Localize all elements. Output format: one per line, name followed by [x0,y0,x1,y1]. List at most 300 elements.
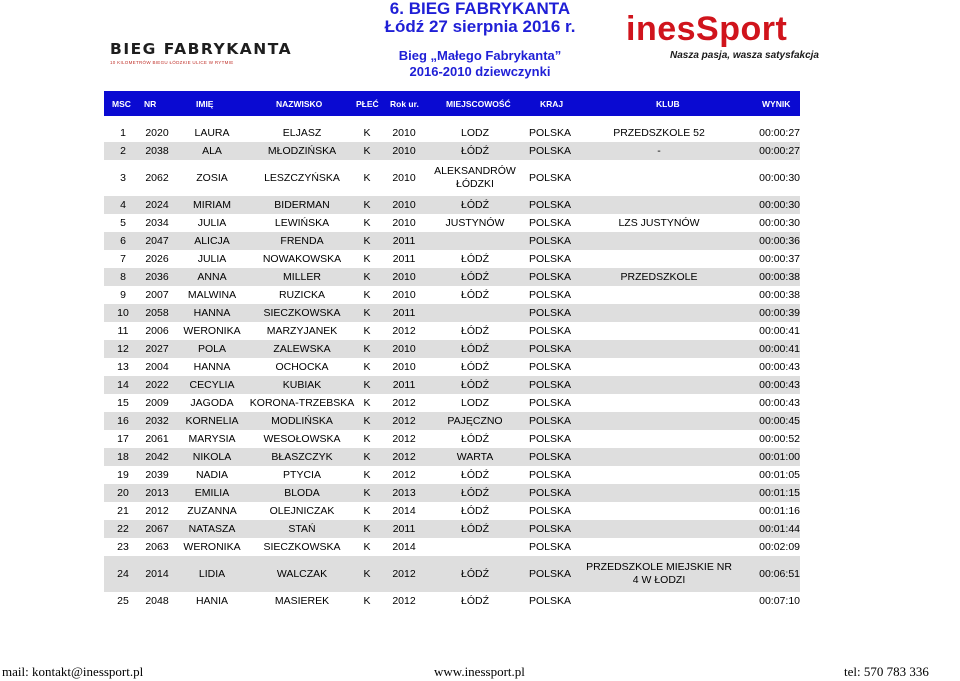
cell-nr: 2020 [145,127,169,139]
cell-nr: 2048 [145,595,169,607]
cell-rok: 2014 [392,541,416,553]
cell-klub [584,340,734,358]
cell-msc: 9 [120,289,126,301]
cell-rok: 2010 [392,343,416,355]
cell-plec: K [363,172,371,184]
table-row [104,214,800,232]
cell-plec: K [363,397,371,409]
cell-miejscowosc: JUSTYNÓW [445,217,505,229]
cell-nr: 2024 [145,199,169,211]
cell-nazwisko: STAŃ [288,523,316,535]
cell-nazwisko: NOWAKOWSKA [262,253,342,265]
cell-msc: 13 [117,361,129,373]
cell-msc: 16 [117,415,129,427]
cell-wynik: 00:02:09 [759,541,800,553]
cell-imie: NADIA [195,469,229,481]
logo-subtext: 10 KILOMETRÓW BIEGU ŁÓDZKIE ULICE W RYTMIE [110,60,234,65]
cell-miejscowosc: PAJĘCZNO [447,415,503,427]
cell-msc: 11 [117,325,129,337]
col-kraj: KRAJ [540,99,564,109]
cell-plec: K [363,325,371,337]
cell-msc: 7 [120,253,126,265]
cell-klub [584,376,734,394]
cell-wynik: 00:01:15 [759,487,800,499]
cell-msc: 19 [117,469,129,481]
cell-nazwisko: WALCZAK [276,568,328,580]
cell-rok: 2012 [392,568,416,580]
table-row [104,394,800,412]
cell-plec: K [363,361,371,373]
col-wynik: WYNIK [762,99,791,109]
cell-klub [584,538,734,556]
cell-nazwisko: MILLER [283,271,321,283]
table-row [104,286,800,304]
cell-nr: 2036 [145,271,169,283]
cell-klub: PRZEDSZKOLE MIEJSKIE NR 4 W ŁODZI [586,561,732,586]
col-msc: MSC [112,99,131,109]
cell-nazwisko: WESOŁOWSKA [263,433,341,445]
table-row [104,340,800,358]
cell-msc: 15 [117,397,129,409]
cell-plec: K [363,568,371,580]
cell-miejscowosc: ŁÓDŹ [460,271,489,283]
cell-wynik: 00:00:43 [759,361,800,373]
cell-msc: 22 [117,523,129,535]
cell-rok: 2010 [392,361,416,373]
cell-klub [584,358,734,376]
cell-klub [584,484,734,502]
cell-msc: 17 [117,433,129,445]
cell-nazwisko: OCHOCKA [275,361,329,373]
cell-imie: ALICJA [194,235,230,247]
cell-klub: PRZEDSZKOLE [620,271,698,283]
cell-miejscowosc [432,538,518,556]
cell-nr: 2007 [145,289,169,301]
cell-wynik: 00:00:38 [759,289,800,301]
cell-msc: 18 [117,451,129,463]
cell-wynik: 00:00:41 [759,343,800,355]
cell-kraj: POLSKA [528,541,572,553]
cell-miejscowosc: ŁÓDŹ [460,523,489,535]
cell-wynik: 00:00:27 [759,127,800,139]
cell-rok: 2012 [392,325,416,337]
event-date: Łódź 27 sierpnia 2016 r. [384,17,576,36]
cell-msc: 23 [117,541,129,553]
cell-imie: ANNA [197,271,227,283]
cell-klub [584,196,734,214]
cell-plec: K [363,217,371,229]
cell-wynik: 00:01:44 [759,523,800,535]
cell-wynik: 00:01:00 [759,451,800,463]
cell-kraj: POLSKA [528,271,572,283]
cell-plec: K [363,379,371,391]
cell-nazwisko: ZALEWSKA [273,343,331,355]
cell-imie: HANNA [193,361,231,373]
cell-klub: LZS JUSTYNÓW [618,217,700,229]
footer-mail[interactable]: mail: kontakt@inessport.pl [2,664,144,679]
cell-nr: 2022 [145,379,169,391]
table-row [104,160,800,196]
cell-imie: LAURA [194,127,230,139]
cell-kraj: POLSKA [528,451,572,463]
cell-wynik: 00:00:39 [759,307,800,319]
table-row [104,466,800,484]
footer-website[interactable]: www.inessport.pl [434,664,525,679]
cell-miejscowosc: ŁÓDŹ [460,379,489,391]
cell-miejscowosc: ŁÓDŹ [460,145,489,157]
cell-klub [584,304,734,322]
cell-miejscowosc: ŁÓDŹ [460,595,489,607]
table-row [104,484,800,502]
cell-plec: K [363,289,371,301]
cell-plec: K [363,415,371,427]
cell-wynik: 00:00:38 [759,271,800,283]
table-row [104,250,800,268]
cell-miejscowosc: ŁÓDŹ [460,325,489,337]
cell-imie: MIRIAM [193,199,231,211]
cell-nazwisko: OLEJNICZAK [269,505,335,517]
cell-kraj: POLSKA [528,253,572,265]
cell-klub: - [657,145,661,157]
footer-phone: tel: 570 783 336 [844,664,929,679]
cell-kraj: POLSKA [528,127,572,139]
cell-kraj: POLSKA [528,595,572,607]
cell-msc: 8 [120,271,126,283]
cell-miejscowosc: LODZ [460,397,489,409]
cell-nr: 2034 [145,217,169,229]
bieg-fabrykanta-logo [104,36,293,96]
cell-klub [584,394,734,412]
cell-rok: 2011 [392,523,416,535]
cell-kraj: POLSKA [528,172,572,184]
cell-nazwisko: BLODA [284,487,320,499]
cell-plec: K [363,451,371,463]
cell-klub [584,160,734,196]
col-klub: KLUB [656,99,680,109]
table-row [104,322,800,340]
cell-rok: 2011 [392,253,416,265]
cell-rok: 2012 [392,415,416,427]
race-name: Bieg „Małego Fabrykanta” [398,48,562,63]
cell-plec: K [363,127,371,139]
cell-imie: NATASZA [188,523,236,535]
page-footer [0,660,960,681]
cell-rok: 2010 [392,289,416,301]
cell-nr: 2062 [145,172,169,184]
cell-wynik: 00:00:30 [759,172,800,184]
cell-rok: 2012 [392,451,416,463]
cell-plec: K [363,487,371,499]
cell-nazwisko: KUBIAK [282,379,322,391]
cell-nr: 2009 [145,397,169,409]
brand-name: inesSport [626,10,788,48]
cell-nazwisko: LESZCZYŃSKA [264,172,340,184]
cell-nr: 2032 [145,415,169,427]
cell-msc: 14 [117,379,129,391]
cell-miejscowosc: ŁÓDŹ [460,469,489,481]
results-table [104,124,800,610]
cell-rok: 2010 [392,145,416,157]
cell-plec: K [363,199,371,211]
cell-nr: 2038 [145,145,169,157]
cell-msc: 6 [120,235,126,247]
cell-wynik: 00:00:30 [759,217,800,229]
cell-nazwisko: SIECZKOWSKA [263,307,341,319]
cell-wynik: 00:06:51 [759,568,800,580]
cell-msc: 20 [117,487,129,499]
cell-plec: K [363,343,371,355]
col-plec: PŁEĆ [356,99,379,109]
cell-rok: 2012 [392,433,416,445]
table-row [104,376,800,394]
cell-plec: K [363,469,371,481]
cell-klub [584,466,734,484]
cell-msc: 4 [120,199,126,211]
cell-rok: 2013 [392,487,416,499]
cell-plec: K [363,541,371,553]
cell-plec: K [363,235,371,247]
table-row [104,412,800,430]
table-row [104,304,800,322]
cell-kraj: POLSKA [528,307,572,319]
cell-miejscowosc: LODZ [460,127,489,139]
table-row [104,142,800,160]
cell-imie: JULIA [197,217,227,229]
cell-wynik: 00:00:36 [759,235,800,247]
cell-rok: 2012 [392,469,416,481]
table-row [104,268,800,286]
cell-imie: HANNA [193,307,231,319]
cell-wynik: 00:00:43 [759,397,800,409]
cell-msc: 21 [117,505,129,517]
inessport-logo [620,10,820,66]
table-row [104,448,800,466]
cell-wynik: 00:00:41 [759,325,800,337]
cell-klub [584,448,734,466]
cell-klub [584,286,734,304]
cell-rok: 2010 [392,127,416,139]
cell-miejscowosc: ŁÓDŹ [460,343,489,355]
cell-klub [584,502,734,520]
cell-nr: 2067 [145,523,169,535]
cell-nr: 2058 [145,307,169,319]
cell-kraj: POLSKA [528,469,572,481]
logo-text: BIEG FABRYKANTA [110,40,293,58]
cell-wynik: 00:00:52 [759,433,800,445]
cell-nazwisko: MARZYJANEK [266,325,338,337]
cell-plec: K [363,145,371,157]
cell-klub [584,430,734,448]
cell-kraj: POLSKA [528,487,572,499]
col-imie: IMIĘ [196,99,214,109]
cell-miejscowosc: ŁÓDŹ [460,505,489,517]
cell-klub [584,232,734,250]
cell-wynik: 00:00:27 [759,145,800,157]
cell-rok: 2010 [392,172,416,184]
cell-rok: 2012 [392,397,416,409]
cell-nr: 2012 [145,505,169,517]
cell-wynik: 00:01:05 [759,469,800,481]
cell-msc: 12 [117,343,129,355]
cell-nr: 2014 [145,568,169,580]
cell-klub: PRZEDSZKOLE 52 [613,127,705,139]
cell-kraj: POLSKA [528,235,572,247]
cell-wynik: 00:07:10 [759,595,800,607]
cell-rok: 2012 [392,595,416,607]
cell-nr: 2042 [145,451,169,463]
col-nr: NR [144,99,157,109]
cell-kraj: POLSKA [528,523,572,535]
event-title: 6. BIEG FABRYKANTA [389,0,571,18]
cell-nazwisko: SIECZKOWSKA [263,541,341,553]
cell-miejscowosc: WARTA [456,451,494,463]
cell-nazwisko: PTYCIA [283,469,321,481]
cell-kraj: POLSKA [528,379,572,391]
brand-slogan: Nasza pasja, wasza satysfakcja [670,50,819,61]
col-miejscowosc: MIEJSCOWOŚĆ [446,99,511,109]
cell-klub [584,412,734,430]
cell-kraj: POLSKA [528,505,572,517]
cell-wynik: 00:00:45 [759,415,800,427]
cell-plec: K [363,253,371,265]
table-row [104,232,800,250]
cell-plec: K [363,433,371,445]
cell-imie: LIDIA [198,568,226,580]
cell-imie: JULIA [197,253,227,265]
cell-kraj: POLSKA [528,433,572,445]
cell-plec: K [363,271,371,283]
cell-nazwisko: ELJASZ [282,127,322,139]
cell-nazwisko: KORONA-TRZEBSKA [249,397,355,409]
cell-miejscowosc: ŁÓDŹ [460,568,489,580]
cell-imie: JAGODA [190,397,234,409]
cell-rok: 2014 [392,505,416,517]
cell-nr: 2063 [145,541,169,553]
table-header [104,91,800,116]
cell-nr: 2047 [145,235,169,247]
cell-nr: 2006 [145,325,169,337]
cell-rok: 2010 [392,271,416,283]
cell-nazwisko: FRENDA [280,235,324,247]
cell-wynik: 00:00:37 [759,253,800,265]
cell-msc: 10 [117,307,129,319]
cell-plec: K [363,505,371,517]
cell-nazwisko: MASIEREK [274,595,330,607]
cell-miejscowosc: ŁÓDŹ [460,199,489,211]
cell-nazwisko: MŁODZIŃSKA [267,145,337,157]
cell-nr: 2027 [145,343,169,355]
table-row [104,358,800,376]
cell-kraj: POLSKA [528,568,572,580]
cell-plec: K [363,307,371,319]
cell-rok: 2010 [392,217,416,229]
cell-nazwisko: BIDERMAN [274,199,330,211]
cell-imie: ALA [202,145,222,157]
cell-imie: WERONIKA [183,325,241,337]
table-row [104,538,800,556]
col-rok: Rok ur. [390,99,419,109]
cell-miejscowosc [432,304,518,322]
cell-miejscowosc: ŁÓDŹ [460,289,489,301]
cell-rok: 2011 [392,307,416,319]
cell-msc: 3 [120,172,126,184]
cell-imie: NIKOLA [192,451,232,463]
cell-nazwisko: BŁASZCZYK [271,451,333,463]
cell-imie: WERONIKA [183,541,241,553]
cell-miejscowosc: ŁÓDŹ [460,361,489,373]
cell-rok: 2011 [392,235,416,247]
cell-imie: ZUZANNA [187,505,237,517]
cell-kraj: POLSKA [528,217,572,229]
cell-wynik: 00:00:43 [759,379,800,391]
cell-miejscowosc: ŁÓDŹ [460,253,489,265]
cell-imie: MALWINA [187,289,237,301]
cell-nr: 2026 [145,253,169,265]
cell-kraj: POLSKA [528,199,572,211]
cell-klub [584,250,734,268]
cell-imie: CECYLIA [189,379,235,391]
cell-msc: 1 [120,127,126,139]
cell-imie: POLA [197,343,226,355]
logo-underline-icon [110,32,260,40]
cell-kraj: POLSKA [528,397,572,409]
cell-rok: 2011 [392,379,416,391]
cell-wynik: 00:01:16 [759,505,800,517]
table-row [104,556,800,592]
cell-imie: KORNELIA [185,415,239,427]
cell-plec: K [363,523,371,535]
col-nazwisko: NAZWISKO [276,99,323,109]
cell-imie: HANIA [195,595,229,607]
cell-miejscowosc: ALEKSANDRÓW ŁÓDZKI [434,165,516,190]
race-category: 2016-2010 dziewczynki [409,64,551,79]
cell-nr: 2013 [145,487,169,499]
table-row [104,430,800,448]
cell-kraj: POLSKA [528,145,572,157]
cell-miejscowosc: ŁÓDŹ [460,433,489,445]
cell-msc: 5 [120,217,126,229]
cell-nr: 2004 [145,361,169,373]
table-row [104,124,800,142]
cell-klub [584,322,734,340]
cell-kraj: POLSKA [528,361,572,373]
cell-kraj: POLSKA [528,289,572,301]
cell-imie: EMILIA [194,487,230,499]
cell-imie: MARYSIA [188,433,236,445]
cell-nazwisko: LEWIŃSKA [274,217,330,229]
table-row [104,520,800,538]
table-row [104,592,800,610]
cell-kraj: POLSKA [528,325,572,337]
cell-msc: 25 [117,595,129,607]
cell-nazwisko: MODLIŃSKA [271,415,333,427]
cell-nr: 2061 [145,433,169,445]
cell-miejscowosc [432,232,518,250]
cell-nr: 2039 [145,469,169,481]
cell-kraj: POLSKA [528,343,572,355]
cell-plec: K [363,595,371,607]
cell-klub [584,592,734,610]
cell-msc: 24 [117,568,129,580]
cell-nazwisko: RUZICKA [278,289,326,301]
cell-klub [584,520,734,538]
cell-rok: 2010 [392,199,416,211]
cell-imie: ZOSIA [196,172,228,184]
table-row [104,502,800,520]
table-row [104,196,800,214]
cell-kraj: POLSKA [528,415,572,427]
cell-miejscowosc: ŁÓDŹ [460,487,489,499]
